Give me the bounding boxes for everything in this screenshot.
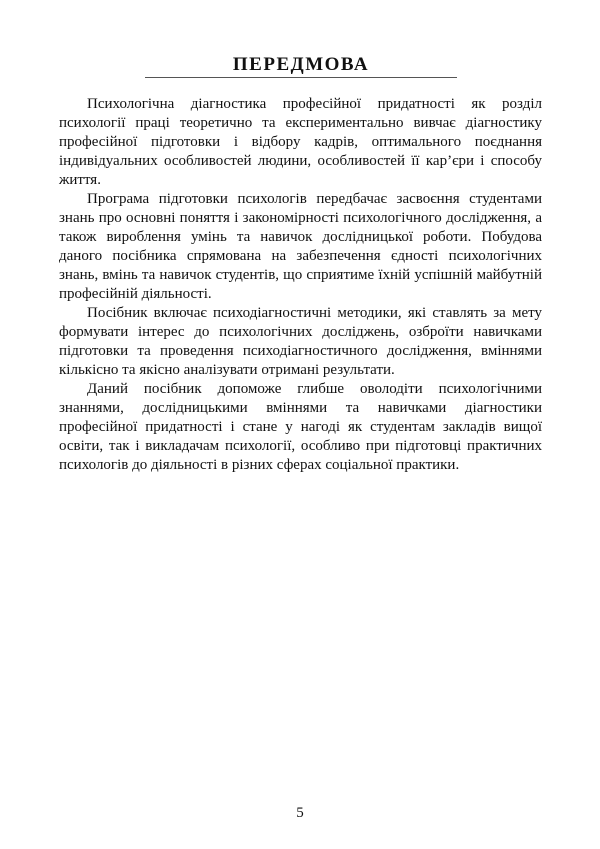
page-title: ПЕРЕДМОВА [232, 54, 370, 75]
paragraph-2: Програма підготовки психологів передбачає засвоєння студентами знань про основні поняття і закономірності психологічного дослідження, а також вироблення умінь та навичок дослідницької роботи. Побудова даного посібника спрямована на забезпечення єдності психологічних знань, вмінь та навичок студентів, що сприятиме їхній успішній майбутній професійній діяльності. [59, 191, 542, 302]
paragraph-1: Психологічна діагностика професійної придатності як розділ психології праці теоретично та експериментально вивчає діагностику професійної підготовки і відбору кадрів, оптимального поєднання індивідуальних особливостей людини, особливостей її кар’єри і способу життя. [59, 96, 542, 188]
page-number: 5 [296, 805, 304, 821]
title-underline [145, 77, 457, 78]
preface-body [59, 95, 542, 475]
paragraph-3: Посібник включає психодіагностичні методики, які ставлять за мету формувати інтерес до психологічних досліджень, озброїти навичками підготовки та проведення психодіагностичного дослідження, вміннями кількісно та якісно аналізувати отримані результати. [59, 305, 542, 378]
paragraph-4: Даний посібник допоможе глибше оволодіти психологічними знаннями, дослідницькими вміннями та навичками діагностики професійної придатності і стане у нагоді як студентам закладів вищої освіти, так і викладачам психології, особливо при підготовці практичних психологів до діяльності в різних сферах соціальної практики. [59, 381, 542, 473]
